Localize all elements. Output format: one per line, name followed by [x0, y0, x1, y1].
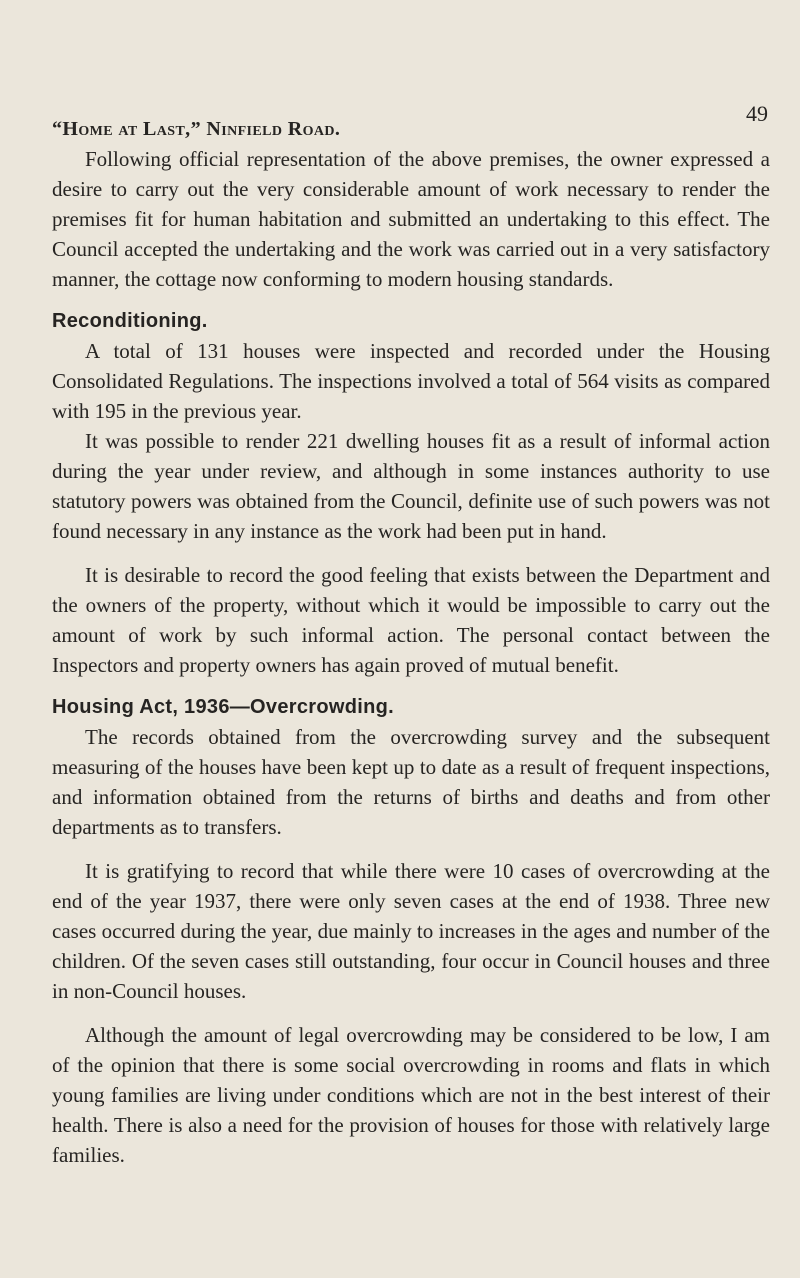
page-body	[52, 114, 770, 1170]
paragraph: Following official representation of the above premises, the owner expressed a desire to carry out the very considerable amount of work necessary to render the premises fit for human habitation and submitted an undertaking to this effect. The Council accepted the undertaking and the work was carried out in a very satisfactory manner, the cottage now conforming to modern housing standards.	[52, 147, 770, 291]
paragraph: It is gratifying to record that while there were 10 cases of overcrowding at the end of the year 1937, there were only seven cases at the end of 1938. Three new cases occurred during the year, due mainly to increases in the ages and number of the children. Of the seven cases still outstanding, four occur in Council houses and three in non-Council houses.	[52, 859, 770, 1003]
page-number: 49	[746, 101, 768, 126]
paragraph: It is desirable to record the good feeling that exists between the Department and the owners of the property, without which it would be impossible to carry out the amount of work by such informal action. The personal contact between the Inspectors and property owners has again proved of mutual benefit.	[52, 563, 770, 677]
paragraph: It was possible to render 221 dwelling houses fit as a result of informal action during the year under review, and although in some instances authority to use statutory powers was obtained from the Council, definite use of such powers was not found necessary in any instance as the work had been put in hand.	[52, 429, 770, 543]
section-heading: Housing Act, 1936—Overcrowding.	[52, 696, 394, 718]
paragraph: A total of 131 houses were inspected and recorded under the Housing Consolidated Regulations. The inspections involved a total of 564 visits as compared with 195 in the previous year.	[52, 339, 770, 423]
section-heading: Reconditioning.	[52, 310, 208, 332]
paragraph: The records obtained from the overcrowding survey and the subsequent measuring of the houses have been kept up to date as a result of frequent inspections, and information obtained from the returns of births and deaths and from other departments as to transfers.	[52, 725, 770, 839]
paragraph: Although the amount of legal overcrowding may be considered to be low, I am of the opinion that there is some social overcrowding in rooms and flats in which young families are living under conditions which are not in the best interest of their health. There is also a need for the provision of houses for those with relatively large families.	[52, 1023, 770, 1167]
section-heading: “Home at Last,” Ninfield Road.	[52, 118, 341, 140]
section-home-at-last	[52, 114, 770, 294]
section-overcrowding	[52, 692, 770, 1170]
section-reconditioning	[52, 306, 770, 680]
